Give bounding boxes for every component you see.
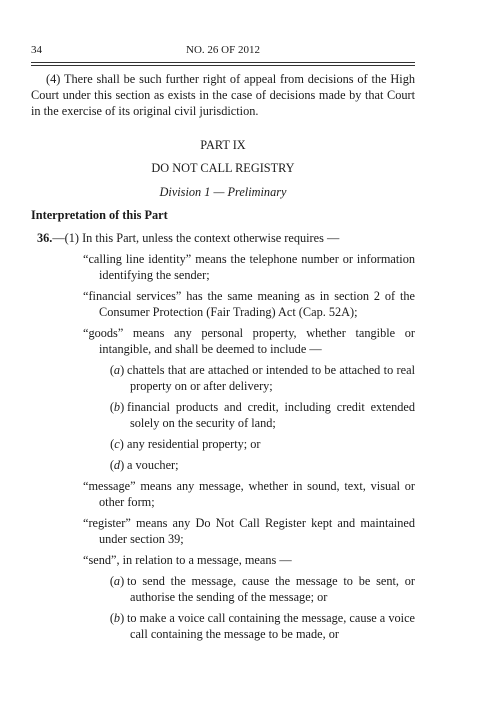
definition-message: “message” means any message, whether in sound, text, visual or other form; — [83, 479, 415, 509]
definition-goods: “goods” means any personal property, whether tangible or intangible, and shall be deemed to include — — [83, 326, 415, 356]
goods-item-b: (b) financial products and credit, including credit extended solely on the security of land; — [31, 399, 415, 431]
running-header — [31, 44, 415, 60]
definition-register: “register” means any Do Not Call Register kept and maintained under section 39; — [83, 516, 415, 546]
part-title: DO NOT CALL REGISTRY — [151, 161, 295, 175]
division-heading: Division 1 — Preliminary — [159, 185, 287, 199]
page-number: 34 — [31, 44, 42, 56]
document-body — [31, 71, 415, 642]
item-label: (b) — [109, 611, 125, 625]
header-rule-top — [31, 62, 415, 63]
item-label: (d) — [109, 458, 125, 472]
definition-send: “send”, in relation to a message, means — — [83, 553, 292, 567]
section-number: 36. — [37, 231, 53, 245]
goods-item-c: (c) any residential property; or — [31, 436, 415, 452]
goods-item-a: (a) chattels that are attached or intended to be attached to real property on or after delivery; — [31, 362, 415, 394]
item-label: (c) — [110, 437, 124, 451]
goods-item-d: (d) a voucher; — [31, 457, 415, 473]
item-label: (a) — [109, 363, 125, 377]
send-item-a: (a) to send the message, cause the message to be sent, or authorise the sending of the message; or — [31, 573, 415, 605]
header-title: NO. 26 OF 2012 — [186, 44, 260, 56]
section-text: —(1) In this Part, unless the context otherwise requires — — [52, 231, 340, 245]
item-label: (b) — [109, 400, 125, 414]
header-rule-bottom — [31, 65, 415, 66]
send-item-b: (b) to make a voice call containing the message, cause a voice call containing the message to be made, or — [31, 610, 415, 642]
section-intro — [31, 230, 415, 246]
definition-financial-services: “financial services” has the same meaning as in section 2 of the Consumer Protection (Fair Trading) Act (Cap. 52A); — [83, 289, 415, 319]
definition-calling-line-identity: “calling line identity” means the telephone number or information identifying the sender; — [83, 252, 415, 282]
intro-paragraph: (4) There shall be such further right of appeal from decisions of the High Court under this section as exists in the case of decisions made by that Court in the exercise of its original civil jurisdiction. — [31, 72, 415, 118]
section-heading: Interpretation of this Part — [31, 208, 168, 222]
item-label: (a) — [109, 574, 125, 588]
part-number: PART IX — [200, 138, 246, 152]
